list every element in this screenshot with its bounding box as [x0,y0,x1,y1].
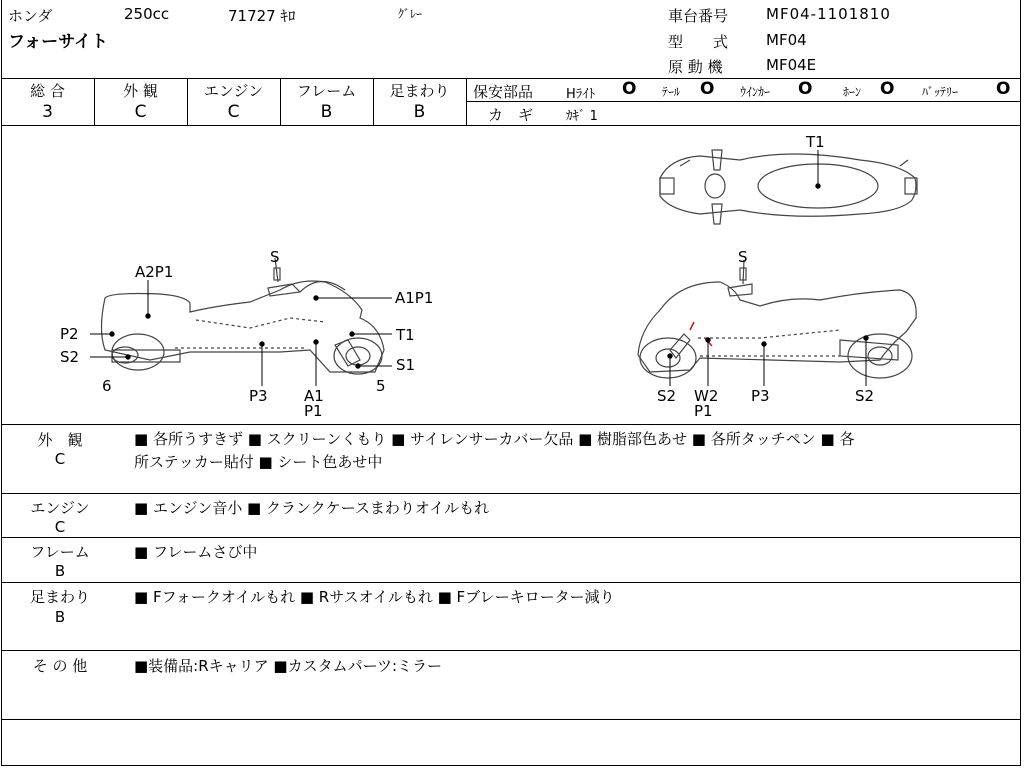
label-s-left: S [270,248,280,266]
engine-value: MF04E [766,56,817,74]
section-exterior-notes-line2: 所ステッカー貼付 ■ シート色あせ中 [134,453,383,471]
label-p2: P2 [60,325,79,343]
engine-label: 原 動 機 [668,58,723,76]
key-value: ｶｷﾞ 1 [566,109,598,124]
type-label: 型 式 [668,33,729,51]
label-w2: W2 [694,387,719,405]
label-s2-right-rear: S2 [855,387,875,405]
top-view-bike-drawing [660,150,917,224]
label-5: 5 [376,377,386,395]
label-t1-top: T1 [806,133,825,151]
section-other-label: そ の 他 [32,657,88,675]
grade-frame-value: B [320,102,333,122]
label-p1-left: P1 [304,402,323,420]
label-s2-left: S2 [60,348,80,366]
label-s2-right-front: S2 [657,387,677,405]
label-s1: S1 [396,356,416,374]
safety-tail-label: ﾃｰﾙ [662,85,681,99]
grade-engine-label: エンジン [203,82,264,100]
section-other-notes: ■装備品:Rキャリア ■カスタムパーツ:ミラー [134,657,443,675]
section-frame-grade: B [54,562,66,580]
section-frame-notes: ■ フレームさび中 [134,543,258,561]
label-a1p1: A1P1 [395,289,434,307]
safety-winker-ok-icon: O [798,79,813,99]
grade-frame-label: フレーム [296,82,357,100]
safety-battery-label: ﾊﾞｯﾃﾘｰ [922,85,959,99]
label-p3-left: P3 [249,387,268,405]
safety-battery-ok-icon: O [996,79,1011,99]
frame-no: MF04-1101810 [766,5,891,23]
grade-suspension-value: B [413,102,426,122]
maker: ホンダ [8,7,53,25]
damage-diagram [0,125,1024,425]
section-engine-label: エンジン [30,499,90,517]
label-s-right: S [738,248,748,266]
grade-exterior-value: C [134,102,147,122]
section-exterior-notes-line1: ■ 各所うすきず ■ スクリーンくもり ■ サイレンサーカバー欠品 ■ 樹脂部色あせ ■ 各所タッチペン ■ 各 [134,430,855,448]
section-engine-notes: ■ エンジン音小 ■ クランクケースまわりオイルもれ [134,499,490,517]
safety-tail-ok-icon: O [700,79,715,99]
section-suspension-notes: ■ Fフォークオイルもれ ■ Rサスオイルもれ ■ Fブレーキローター減り [134,588,615,606]
type-value: MF04 [766,31,807,49]
section-exterior-label: 外 観 [37,431,83,449]
grade-suspension-label: 足まわり [389,82,450,100]
label-t1-left: T1 [396,326,415,344]
safety-horn-ok-icon: O [880,79,895,99]
safety-winker-label: ｳｲﾝｶｰ [740,85,771,99]
key-label: カ ギ [488,106,534,124]
section-suspension-label: 足まわり [29,588,90,606]
section-exterior-grade: C [54,450,66,468]
model-name: フォーサイト [8,32,108,52]
safety-horn-label: ﾎｰﾝ [843,85,862,99]
color: ｸﾞﾚｰ [398,7,423,21]
frame-no-label: 車台番号 [668,7,729,25]
label-6: 6 [102,377,112,395]
section-engine-grade: C [54,518,66,536]
safety-headlight-label: Hﾗｲﾄ [566,87,596,102]
label-a2p1: A2P1 [135,263,174,281]
section-suspension-grade: B [54,608,66,626]
mileage: 71727 ｷﾛ [228,7,296,25]
label-a1: A1 [304,387,324,405]
label-p3-right: P3 [751,387,770,405]
grade-overall-value: 3 [42,102,53,122]
safety-label: 保安部品 [473,83,534,101]
grade-engine-value: C [227,102,240,122]
label-p1-right: P1 [694,402,713,420]
right-side-bike-drawing [638,260,916,378]
grade-overall-label: 総 合 [30,82,65,100]
displacement: 250cc [124,5,170,23]
grade-exterior-label: 外 観 [123,82,158,100]
safety-headlight-ok-icon: O [622,79,637,99]
section-frame-label: フレーム [30,543,90,561]
